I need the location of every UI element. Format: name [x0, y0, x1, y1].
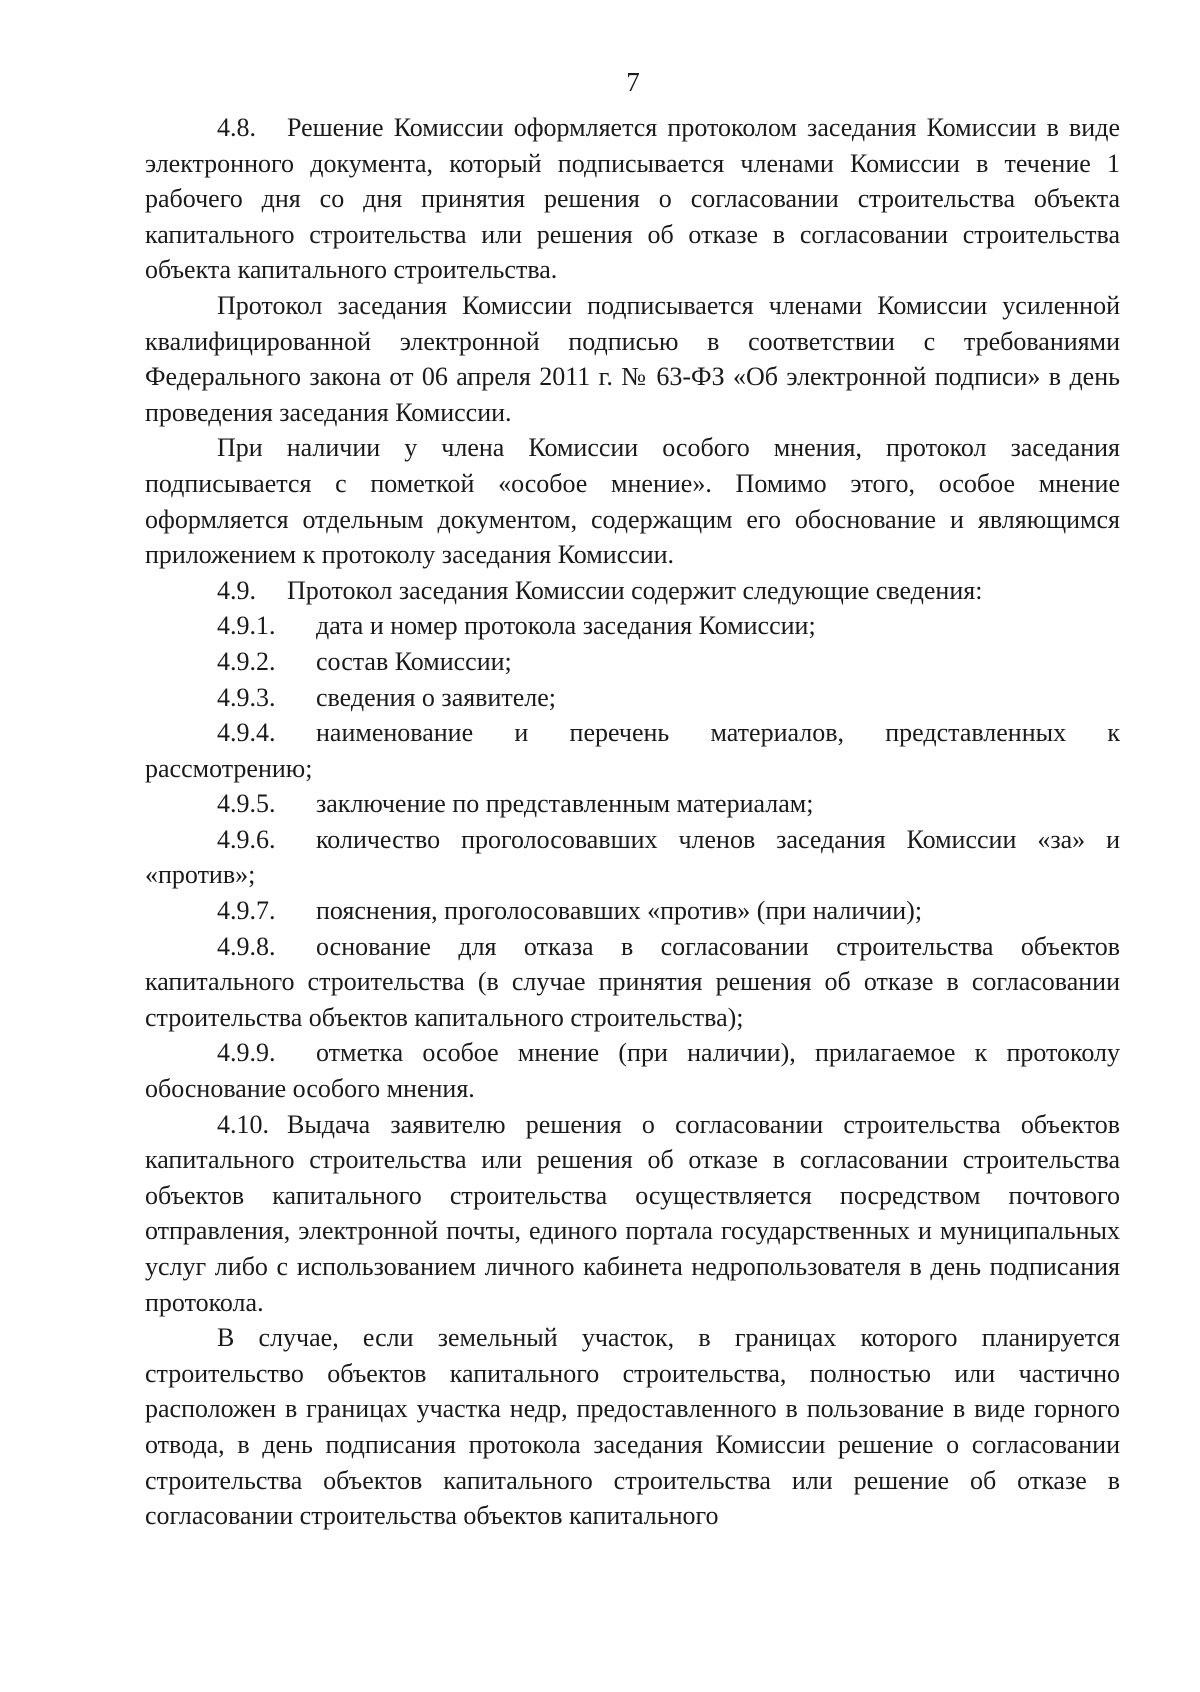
paragraph-number: 4.9.9. [217, 1038, 276, 1068]
paragraph-text: сведения о заявителе; [316, 682, 557, 712]
paragraph-number: 4.9.5. [217, 789, 276, 819]
paragraph-number: 4.9.1. [217, 611, 276, 641]
paragraph-4-9-7 [145, 893, 1120, 929]
paragraph-4-9-1 [145, 608, 1120, 644]
paragraph-number: 4.9.2. [217, 646, 276, 676]
paragraph-protocol-signing [145, 288, 1120, 430]
paragraph-text: заключение по представленным материалам; [316, 789, 814, 819]
paragraph-number: 4.9. [217, 575, 256, 605]
paragraph-text: Решение Комиссии оформляется протоколом заседания Комиссии в виде электронного документа, который подписывается членами Комиссии в течение 1 рабочего дня со дня принятия решения о согласовании строительства объекта капитального строительства или решения об отказе в согласовании строительства объекта капитального строительства. [145, 113, 1120, 285]
paragraph-4-10 [145, 1107, 1120, 1321]
paragraph-4-9-3 [145, 680, 1120, 716]
paragraph-text: Протокол заседания Комиссии содержит следующие сведения: [287, 575, 983, 605]
paragraph-text: состав Комиссии; [316, 646, 512, 676]
paragraph-text: Выдача заявителю решения о согласовании строительства объектов капитального строительства или решения об отказе в согласовании строительства объектов капитального строительства осуществляется посредством почтового отправления, электронной почты, единого портала государственных и муниципальных услуг либо с использованием личного кабинета недропользователя в день подписания протокола. [145, 1109, 1120, 1317]
paragraph-number: 4.8. [217, 113, 256, 142]
paragraph-number: 4.10. [217, 1109, 269, 1139]
paragraph-4-9-5 [145, 786, 1120, 822]
page-number: 7 [626, 67, 640, 97]
paragraph-number: 4.9.6. [217, 824, 276, 854]
paragraph-4-9-4 [145, 715, 1120, 786]
document-body [145, 110, 1120, 1534]
paragraph-number: 4.9.7. [217, 896, 276, 926]
paragraph-text: В случае, если земельный участок, в границах которого планируется строительство объектов капитального строительства, полностью или частично расположен в границах участка недр, предоставленного в пользование в виде горного отвода, в день подписания протокола заседания Комиссии решение о согласовании строительства объектов капитального строительства или решение об отказе в согласовании строительства объектов капитального [145, 1323, 1120, 1531]
paragraph-text: отметка особое мнение (при наличии), прилагаемое к протоколу обоснование особого мнения. [145, 1038, 1120, 1104]
paragraph-4-8 [145, 110, 1120, 288]
paragraph-text: наименование и перечень материалов, представленных к рассмотрению; [145, 718, 1120, 783]
paragraph-4-9 [145, 573, 1120, 609]
paragraph-number: 4.9.4. [217, 718, 276, 748]
paragraph-text: Протокол заседания Комиссии подписывается членами Комиссии усиленной квалифицированной электронной подписью в соответствии с требованиями Федерального закона от 06 апреля 2011 г. № 63-ФЗ «Об электронной подписи» в день проведения заседания Комиссии. [145, 290, 1120, 427]
paragraph-4-9-9 [145, 1035, 1120, 1106]
paragraph-special-opinion [145, 430, 1120, 572]
paragraph-4-9-2 [145, 644, 1120, 680]
paragraph-4-9-8 [145, 929, 1120, 1036]
paragraph-text: дата и номер протокола заседания Комиссии; [316, 611, 816, 641]
paragraph-number: 4.9.8. [217, 931, 276, 961]
paragraph-text: пояснения, проголосовавших «против» (при наличии); [316, 896, 923, 926]
paragraph-4-9-6 [145, 822, 1120, 893]
paragraph-mining-allotment [145, 1320, 1120, 1534]
paragraph-text: количество проголосовавших членов заседания Комиссии «за» и «против»; [145, 824, 1120, 890]
paragraph-text: При наличии у члена Комиссии особого мнения, протокол заседания подписывается с пометкой «особое мнение». Помимо этого, особое мнение оформляется отдельным документом, содержащим его обоснование и являющимся приложением к протоколу заседания Комиссии. [145, 433, 1120, 570]
paragraph-text: основание для отказа в согласовании строительства объектов капитального строительства (в случае принятия решения об отказе в согласовании строительства объектов капитального строительства); [145, 931, 1120, 1032]
paragraph-number: 4.9.3. [217, 682, 276, 712]
